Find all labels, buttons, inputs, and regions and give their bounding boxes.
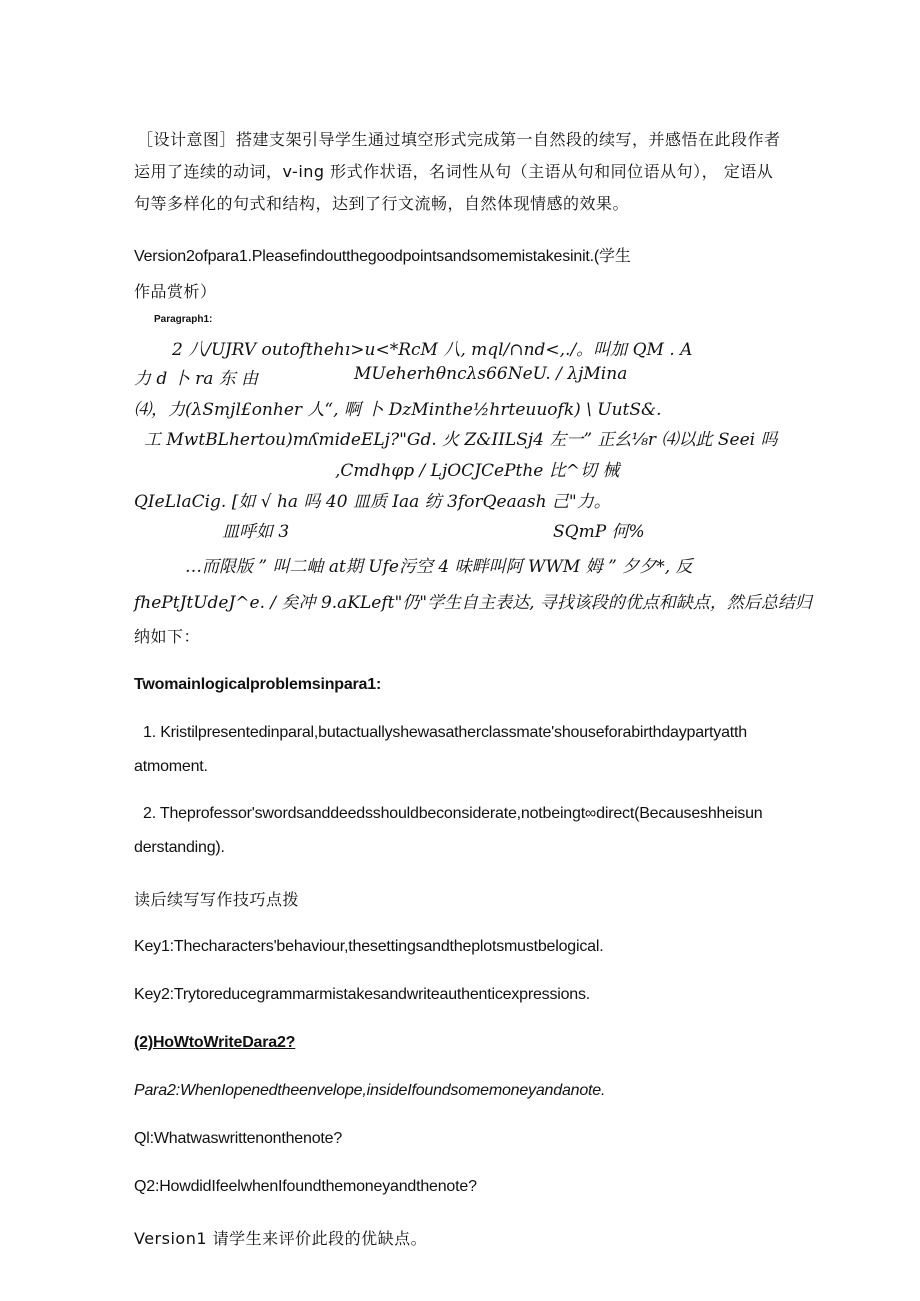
intro-line-1: ［设计意图］搭建支架引导学生通过填空形式完成第一自然段的续写，并感悟在此段作者 xyxy=(137,130,781,149)
problem-1-line-2: atmoment. xyxy=(134,758,208,775)
key-2: Key2:Trytoreducegrammarmistakesandwriteauthenticexpressions. xyxy=(134,986,591,1003)
intro-line-2: 运用了连续的动词，v-ing 形式作状语，名词性从句（主语从句和同位语从句）， 定语从 xyxy=(134,162,774,181)
version2-line-2: 作品赏析） xyxy=(134,282,217,301)
problem-1-line-1: 1. Kristilpresentedinparal,butactuallyshewasatherclassmate'shouseforabirthdaypartyatth xyxy=(143,724,747,741)
handwritten-line-9: fhePtJtUdeJ^e. / 矣冲 9.aKLeft"仍"学生自主表达, 寻找该段的优点和缺点，然后总结归 xyxy=(134,593,812,613)
version2-line-1: Version2ofpara1.Pleasefindoutthegoodpointsandsomemistakesinit.(学生 xyxy=(134,248,631,265)
paragraph-label: Paragraph1: xyxy=(154,314,213,325)
version1-line: Version1 请学生来评价此段的优缺点。 xyxy=(134,1229,428,1248)
handwritten-line-1: 2 八/UJRV outofthehı>u<*RcM 八, mql/∩nd<,./。叫加 QM . A xyxy=(172,340,693,360)
tips-heading: 读后续写写作技巧点拨 xyxy=(134,890,300,909)
problem-2-line-2: derstanding). xyxy=(134,839,225,856)
handwritten-line-4: 工 MwtBLhertou)mʎmideELj?"Gd. 火 Z&IILSj4 左一” 正幺⅛r ⑷以此 Seei 吗 xyxy=(144,430,778,450)
handwritten-line-10: 纳如下： xyxy=(134,627,201,646)
para2-prompt: Para2:WhenIopenedtheenvelope,insideIfoundsomemoneyandanote. xyxy=(134,1082,606,1099)
problem-2-line-1: 2. Theprofessor'swordsanddeedsshouldbeconsiderate,notbeingt∞direct(Becauseshheisun xyxy=(143,805,763,822)
handwritten-line-6: QIeLlaCig. [如 √ ha 吗 40 皿质 Iaa 纺 3forQeaash 己"力。 xyxy=(134,492,611,512)
question-2: Q2:HowdidIfeelwhenIfoundthemoneyandthenote? xyxy=(134,1178,477,1195)
handwritten-line-2b: MUeherhθncλs66NeU. / λjMina xyxy=(354,364,628,384)
handwritten-line-7b: SQmP 何% xyxy=(553,522,645,542)
handwritten-line-2a: 力 d 卜 ra 东 由 xyxy=(134,369,259,389)
handwritten-line-3: ⑷，力(λSmjl£onher 人“, 啊 卜 DzMinthe½hrteuuofk) \ UutS&. xyxy=(134,400,662,420)
handwritten-line-7a: 皿呼如 3 xyxy=(222,522,290,542)
problems-heading: Twomainlogicalproblemsinpara1: xyxy=(134,676,382,693)
handwritten-line-8: …而限版 ” 叫二岫 at期 Ufe污空 4 味畔叫阿 WWM 姆 ” 夕夕*, 反 xyxy=(185,557,693,577)
para2-heading: (2)HoWtoWriteDara2? xyxy=(134,1034,296,1051)
question-1: Ql:Whatwaswrittenonthenote? xyxy=(134,1130,343,1147)
handwritten-line-5: ,Cmdhφp / LjOCJCePthe 比^切 械 xyxy=(335,461,620,481)
intro-line-3: 句等多样化的句式和结构，达到了行文流畅，自然体现情感的效果。 xyxy=(134,194,630,213)
key-1: Key1:Thecharacters'behaviour,thesettingsandtheplotsmustbelogical. xyxy=(134,938,604,955)
